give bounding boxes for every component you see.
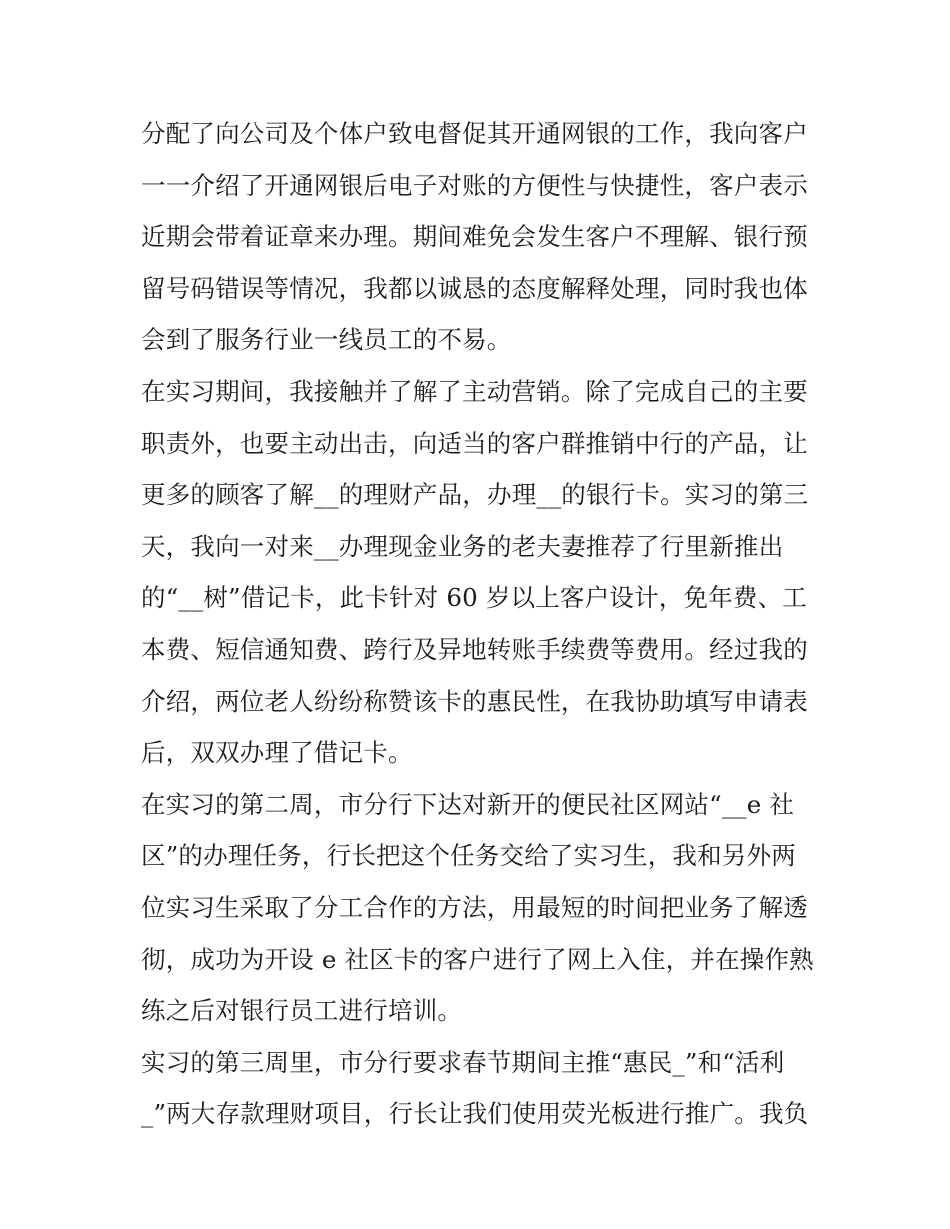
text-line: 位实习生采取了分工合作的方法，用最短的时间把业务了解透 bbox=[141, 892, 808, 922]
text-line: 会到了服务行业一线员工的不易。 bbox=[141, 325, 512, 355]
text-line: 职责外，也要主动出击，向适当的客户群推销中行的产品，让 bbox=[141, 428, 808, 458]
text-line: 彻，成功为开设 e 社区卡的客户进行了网上入住，并在操作熟 bbox=[141, 944, 814, 974]
document-body bbox=[141, 108, 821, 1140]
text-line: 在实习的第二周，市分行下达对新开的便民社区网站“__e 社 bbox=[141, 789, 795, 819]
text-line: 区”的办理任务，行长把这个任务交给了实习生，我和另外两 bbox=[141, 841, 796, 871]
text-line: 留号码错误等情况，我都以诚恳的态度解释处理，同时我也体 bbox=[141, 273, 808, 303]
text-line: 介绍，两位老人纷纷称赞该卡的惠民性，在我协助填写申请表 bbox=[141, 686, 808, 716]
text-line: 实习的第三周里，市分行要求春节期间主推“惠民_”和“活利 bbox=[141, 1047, 785, 1077]
text-line: 更多的顾客了解__的理财产品，办理__的银行卡。实习的第三 bbox=[141, 480, 809, 510]
text-line: 后，双双办理了借记卡。 bbox=[141, 738, 413, 768]
text-line: 天，我向一对来__办理现金业务的老夫妻推荐了行里新推出 bbox=[141, 531, 784, 561]
text-line: 练之后对银行员工进行培训。 bbox=[141, 996, 463, 1026]
text-line: 在实习期间，我接触并了解了主动营销。除了完成自己的主要 bbox=[141, 376, 808, 406]
text-line: 本费、短信通知费、跨行及异地转账手续费等费用。经过我的 bbox=[141, 634, 808, 664]
text-line: 的“__树”借记卡，此卡针对 60 岁以上客户设计，免年费、工 bbox=[141, 583, 807, 613]
text-line: 一一介绍了开通网银后电子对账的方便性与快捷性，客户表示 bbox=[141, 170, 808, 200]
text-line: 近期会带着证章来办理。期间难免会发生客户不理解、银行预 bbox=[141, 222, 808, 252]
text-line: _”两大存款理财项目，行长让我们使用荧光板进行推广。我负 bbox=[141, 1099, 809, 1129]
text-line: 分配了向公司及个体户致电督促其开通网银的工作，我向客户 bbox=[141, 119, 808, 148]
